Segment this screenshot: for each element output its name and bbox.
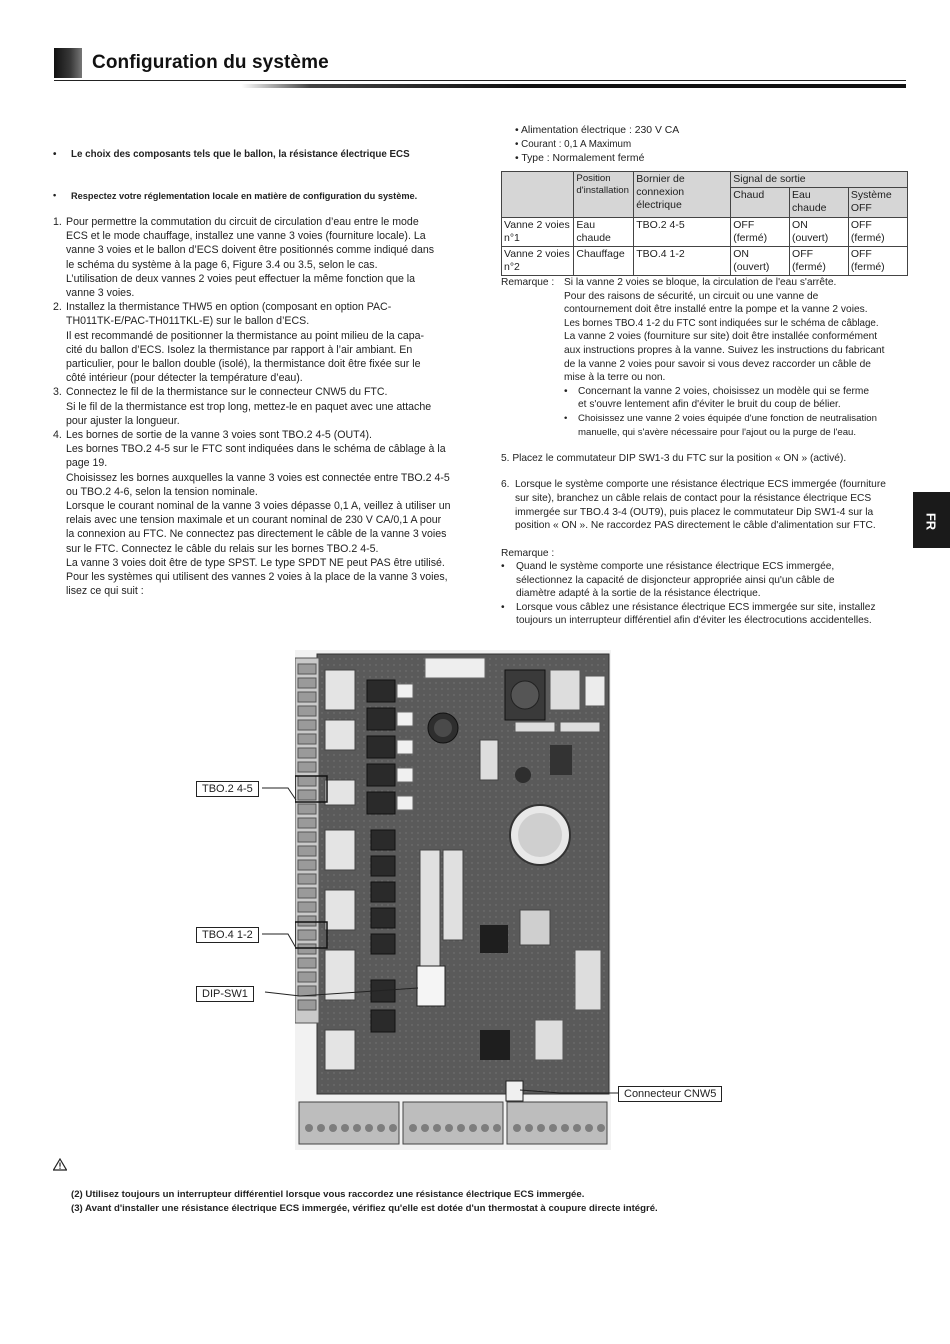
item-line: page 19.	[66, 457, 108, 470]
item-line: Pour permettre la commutation du circuit de circulation d’eau entre le mode	[66, 216, 419, 228]
item-line: ECS et le mode chauffage, installez une vanne 3 voies (fourniture locale). La	[66, 230, 426, 243]
item-line: L’utilisation de deux vannes 2 voies peut effectuer la même fonction que la	[66, 272, 416, 285]
remarque-line: La vanne 2 voies (fourniture sur site) doit être installée conformément	[564, 331, 878, 343]
remarque-line: mise à la terre ou non.	[564, 372, 666, 384]
header-rule	[54, 80, 906, 81]
remarque-line: Les bornes TBO.4 1-2 du FTC sont indiquées sur le schéma de câblage.	[564, 317, 879, 329]
table-cell: OFF (fermé)	[790, 247, 849, 276]
item-line: ou TBO.2 4-6, selon la tension nominale.	[66, 485, 258, 498]
bullet-line: sélectionnez la capacité de disjoncteur appropriée ainsi qu'un câble de	[516, 574, 835, 586]
table-cell: Chauffage	[574, 247, 634, 276]
list-item-1	[53, 215, 458, 300]
table-cell: Vanne 2 voies n°1	[502, 217, 574, 246]
remarque-line: de la vanne 2 voies pour savoir si vous devez raccorder un câble de	[564, 358, 871, 370]
table-cell: TBO.4 1-2	[634, 247, 731, 276]
item-line: La vanne 3 voies doit être de type SPST. Le type SPDT NE peut PAS être utilisé.	[66, 556, 445, 569]
table-row	[502, 247, 908, 276]
item-line: vanne 3 voies.	[66, 287, 135, 300]
warning-line-2: (2) Utilisez toujours un interrupteur différentiel lorsque vous raccordez une résistance électrique ECS immergée.	[71, 1189, 585, 1200]
item-number: 6.	[501, 479, 510, 490]
remarque2-label: Remarque :	[501, 548, 555, 559]
item-line: Lorsque le système comporte une résistance électrique ECS immergée (fourniture	[515, 479, 886, 490]
item-line: le schéma du système à la page 6, Figure 3.4 ou 3.5, selon le cas.	[66, 258, 378, 271]
table-header-empty	[502, 172, 574, 218]
remarque-bullet-line: Choisissez une vanne 2 voies équipée d'une fonction de neutralisation	[578, 412, 877, 424]
item-line: Les bornes de sortie de la vanne 3 voies sont TBO.2 4-5 (OUT4).	[66, 429, 373, 442]
remarque-line: Pour des raisons de sécurité, un circuit ou une vanne de	[564, 290, 819, 302]
item-line: cité du ballon d’ECS. Isolez la thermistance par rapport à l’air ambiant. En	[66, 343, 413, 356]
table-row	[502, 217, 908, 246]
language-tab	[913, 492, 950, 548]
item-line: Les bornes TBO.2 4-5 sur le FTC sont indiquées dans le schéma de câblage à la	[66, 443, 446, 456]
warning-icon	[53, 1158, 67, 1171]
item-number: 2.	[53, 301, 62, 314]
remarque-block	[564, 276, 909, 439]
table-cell: ON (ouvert)	[731, 247, 790, 276]
left-bullet-2: Respectez votre réglementation locale en matière de configuration du système.	[71, 191, 418, 201]
output-signal-table	[501, 171, 908, 276]
item-line: particulier, pour le ballon double (isolé), la thermistance doit être fixée sur le	[66, 358, 421, 371]
header-rule-thick	[54, 84, 906, 88]
item-6	[501, 478, 906, 533]
table-cell: TBO.2 4-5	[634, 217, 731, 246]
table-header-row	[502, 172, 908, 188]
bullet-line: Quand le système comporte une résistance électrique ECS immergée,	[516, 561, 835, 572]
page-title: Configuration du système	[92, 52, 329, 73]
item-line: Pour les systèmes qui utilisent des vannes 2 voies à la place de la vanne 3 voies,	[66, 571, 448, 584]
spec-item: • Alimentation électrique : 230 V CA	[515, 125, 680, 136]
item-line: sur site), branchez un câble relais de contact pour la résistance électrique ECS	[515, 492, 872, 504]
table-cell: OFF (fermé)	[848, 247, 907, 276]
item-line: lisez ce qui suit :	[66, 585, 144, 598]
list-item-2	[53, 300, 458, 385]
table-header-eau-chaude: Eau chaude	[790, 188, 849, 217]
table-cell: Eau chaude	[574, 217, 634, 246]
remarque-bullet: • Choisissez une vanne 2 voies équipée d'une fonction de neutralisation manuelle, qui s'avère nécessaire pour l'ajout ou la purge de l'eau.	[564, 412, 909, 439]
remarque-bullet-line: et s'ouvre lentement afin d'éviter le bruit du coup de bélier.	[578, 399, 841, 411]
item-line: pour ajuster la longueur.	[66, 414, 180, 427]
item-line: Choisissez les bornes auxquelles la vanne 3 voies est connectée entre TBO.2 4-5	[66, 471, 450, 484]
left-bullet-1: Le choix des composants tels que le ballon, la résistance électrique ECS	[71, 149, 410, 160]
item-number: 1.	[53, 216, 62, 228]
bullet-line: diamètre adapté à la sortie de la résistance électrique.	[516, 588, 761, 600]
item-line: Installez la thermistance THW5 en option (composant en option PAC-	[66, 301, 392, 314]
remarque-bullet-line: manuelle, qui s'avère nécessaire pour l'ajout ou la purge de l'eau.	[578, 426, 857, 438]
table-header-bornier: Bornier de connexion électrique	[634, 172, 731, 218]
callout-tbo2: TBO.2 4-5	[196, 781, 259, 797]
item-line: sur le FTC. Connectez le câble du relais sur les bornes TBO.2 4-5.	[66, 542, 379, 555]
callout-cnw5: Connecteur CNW5	[618, 1086, 722, 1102]
spec-item: • Type : Normalement fermé	[515, 153, 645, 165]
ftc-circuit-board-photo	[295, 650, 611, 1150]
remarque-bullet-line: Concernant la vanne 2 voies, choisissez un modèle qui se ferme	[578, 385, 870, 397]
remarque2-block	[501, 560, 906, 628]
item-line: Lorsque le courant nominal de la vanne 3 voies dépasse 0,1 A, veillez à utiliser un	[66, 500, 451, 513]
remarque-line: contournement doit être installé entre la pompe et la vanne 2 voies.	[564, 304, 868, 316]
remarque2-bullet: • Lorsque vous câblez une résistance électrique ECS immergée sur site, installez toujours un interrupteur différentiel afin d'éviter les électrocutions accidentelles.	[501, 601, 906, 628]
table-header-position: Position d'installation	[574, 172, 634, 218]
remarque2-bullet: • Quand le système comporte une résistance électrique ECS immergée, sélectionnez la capacité de disjoncteur appropriée ainsi qu'un câble de diamètre adapté à la sortie de la résistance électrique.	[501, 560, 906, 601]
item-line: côté intérieur (pour détecter la température d’eau).	[66, 372, 303, 385]
item-line: Connectez le fil de la thermistance sur le connecteur CNW5 du FTC.	[66, 386, 388, 399]
callout-dipsw1: DIP-SW1	[196, 986, 254, 1002]
item-number: 4.	[53, 429, 62, 442]
left-numbered-list	[53, 215, 458, 598]
table-cell: Vanne 2 voies n°2	[502, 247, 574, 276]
callout-tbo4: TBO.4 1-2	[196, 927, 259, 943]
table-header-systeme-off: Système OFF	[848, 188, 907, 217]
bullet-dot: •	[53, 149, 57, 160]
item-line: vanne 3 voies et le ballon d’ECS doivent être positionnés comme indiqué dans	[66, 244, 435, 257]
remarque-line: Si la vanne 2 voies se bloque, la circulation de l'eau s'arrête.	[564, 277, 837, 288]
item-5: 5. Placez le commutateur DIP SW1-3 du FTC sur la position « ON » (activé).	[501, 453, 847, 464]
spec-list	[515, 124, 679, 167]
item-line: immergée sur TBO.4 3-4 (OUT9), puis placez le commutateur Dip SW1-4 sur la	[515, 506, 874, 518]
item-line: position « ON ». Ne raccordez PAS directement le câble d'alimentation sur FTC.	[515, 520, 876, 532]
table-cell: OFF (fermé)	[731, 217, 790, 246]
header-block	[54, 48, 82, 78]
remarque-label: Remarque :	[501, 277, 555, 288]
remarque-line: aux instructions propres à la vanne. Suivez les instructions du fabricant	[564, 344, 885, 356]
item-line: Il est recommandé de positionner la thermistance au point milieu de la capa-	[66, 329, 425, 342]
item-line: Si le fil de la thermistance est trop long, mettez-le en paquet avec une attache	[66, 400, 432, 413]
table-cell: OFF (fermé)	[848, 217, 907, 246]
item-line: relais avec une tension maximale et un courant nominal de 230 V CA/0,1 A pour	[66, 514, 442, 527]
table-cell: ON (ouvert)	[790, 217, 849, 246]
bullet-line: toujours un interrupteur différentiel afin d'éviter les électrocutions accidentelles.	[516, 615, 872, 627]
spec-item: • Courant : 0,1 A Maximum	[515, 139, 632, 151]
table-header-signal: Signal de sortie	[731, 172, 908, 188]
list-item-4	[53, 428, 458, 598]
warning-line-3: (3) Avant d'installer une résistance électrique ECS immergée, vérifiez qu'elle est dotée d'un thermostat à coupure directe intégré.	[71, 1203, 658, 1214]
table-header-chaud: Chaud	[731, 188, 790, 217]
remarque-bullet: • Concernant la vanne 2 voies, choisissez un modèle qui se ferme et s'ouvre lentement afin d'éviter le bruit du coup de bélier.	[564, 385, 909, 412]
bullet-line: Lorsque vous câblez une résistance électrique ECS immergée sur site, installez	[516, 601, 876, 613]
item-number: 3.	[53, 386, 62, 399]
item-line: TH011TK-E/PAC-TH011TKL-E) sur le ballon d’ECS.	[66, 315, 310, 328]
item-line: la connexion au FTC. Ne connectez pas directement le câble de la vanne 3 voies	[66, 528, 447, 541]
language-tab-label: FR	[923, 512, 939, 531]
list-item-3	[53, 385, 458, 428]
bullet-dot: •	[53, 190, 57, 200]
